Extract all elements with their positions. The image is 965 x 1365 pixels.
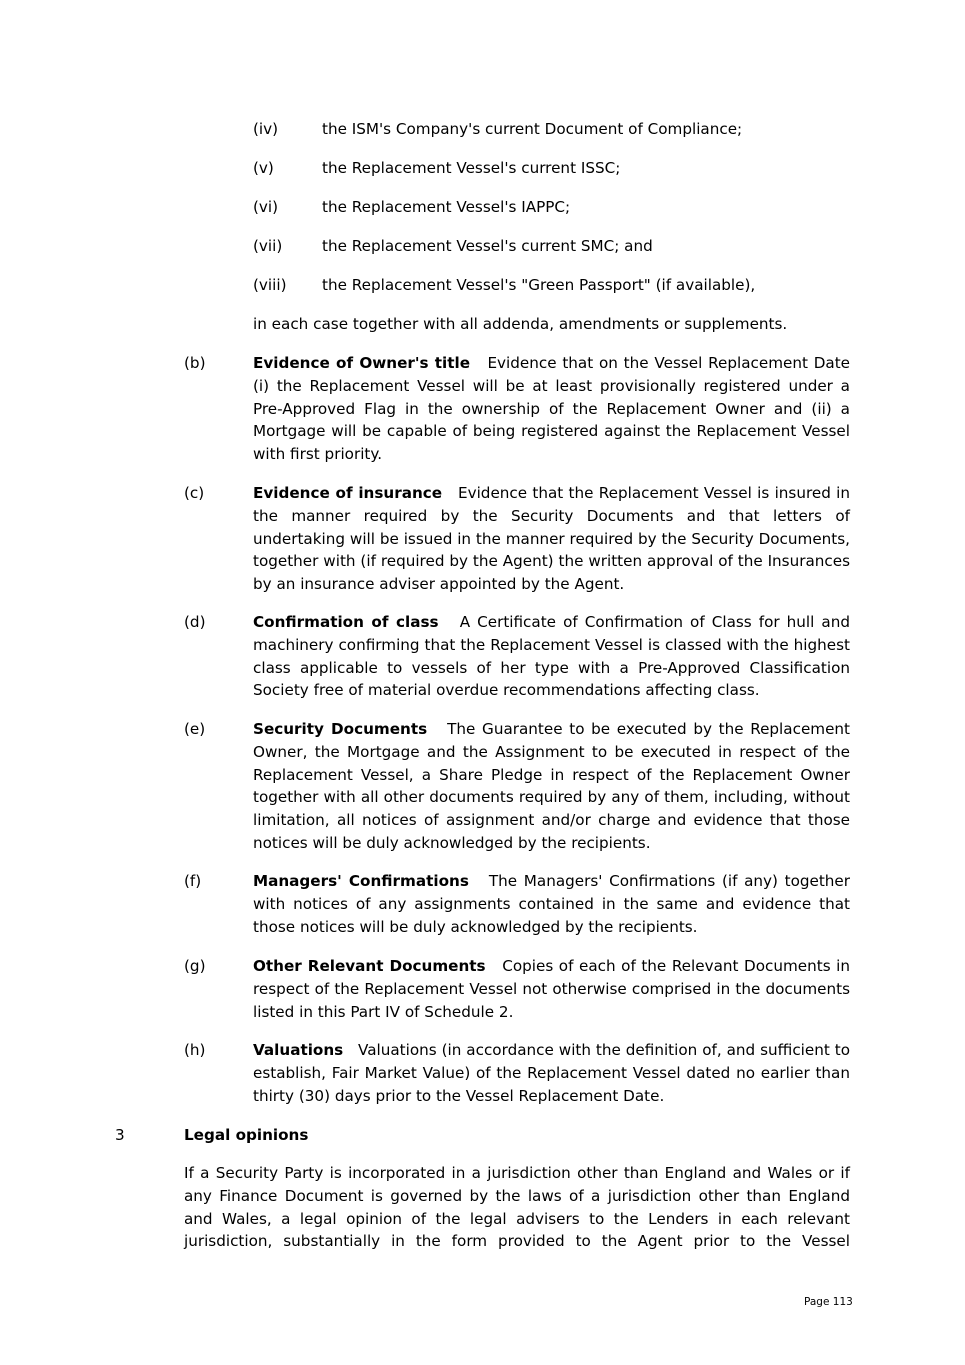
clause-text: Copies of each of the Relevant Documents in respect of the Replacement Vessel not otherwise comprised in the documents listed in this Part IV of Schedule 2. [253,957,850,1021]
sub-item-number: (vi) [253,198,279,216]
sub-item-number: (vii) [253,237,283,255]
clause-number: (h) [184,1041,206,1059]
clause-number: (d) [184,613,206,631]
sub-item-number: (iv) [253,120,279,138]
clause-body [253,352,850,466]
clause-heading: Confirmation of class [253,613,439,631]
sub-item-text: the ISM's Company's current Document of Compliance; [322,120,743,138]
clause-heading: Other Relevant Documents [253,957,486,975]
clause-number: (e) [184,720,206,738]
sub-item-number: (v) [253,159,274,177]
clause-text: Evidence that the Replacement Vessel is insured in the manner required by the Security Documents and that letters of undertaking will be issued in the manner required by the Security Documents, together with (if required by the Agent) the written approval of the Insurances by an insurance adviser appointed by the Agent. [253,484,851,594]
clause-body [253,611,850,702]
clause-text: The Managers' Confirmations (if any) together with notices of any assignments contained in the same and evidence that those notices will be duly acknowledged by the recipients. [253,872,851,936]
section-heading: Legal opinions [184,1126,309,1144]
closing-line: in each case together with all addenda, amendments or supplements. [253,315,788,333]
clause-number: (f) [184,872,202,890]
clause-heading: Security Documents [253,720,428,738]
clause-number: (g) [184,957,206,975]
clause-body [253,1039,850,1107]
sub-item-number: (viii) [253,276,287,294]
clause-text: Evidence that on the Vessel Replacement Date (i) the Replacement Vessel will be at least provisionally registered under a Pre-Approved Flag in the ownership of the Replacement Owner and (ii) a Mortgage will be capable of being registered against the Replacement Vessel with first priority. [253,354,851,464]
clause-text: The Guarantee to be executed by the Replacement Owner, the Mortgage and the Assignment to be executed in respect of the Replacement Vessel, a Share Pledge in respect of the Replacement Owner together with all other documents required by any of them, including, without limitation, all notices of assignment and/or charge and evidence that those notices will be duly acknowledged by the recipients. [253,720,851,852]
sub-item-text: the Replacement Vessel's "Green Passport" (if available), [322,276,756,294]
clause-body [253,955,850,1023]
clause-body [253,718,850,855]
sub-item-text: the Replacement Vessel's current SMC; and [322,237,653,255]
clause-heading: Managers' Confirmations [253,872,469,890]
clause-text: A Certificate of Confirmation of Class for hull and machinery confirming that the Replacement Vessel is classed with the highest class applicable to vessels of her type with a Pre-Approved Classification Society free of material overdue recommendations affecting class. [253,613,850,700]
clause-number: (b) [184,354,206,372]
clause-text: Valuations (in accordance with the definition of, and sufficient to establish, Fair Market Value) of the Replacement Vessel dated no earlier than thirty (30) days prior to the Vessel Replacement Date. [253,1041,850,1105]
sub-item-text: the Replacement Vessel's IAPPC; [322,198,571,216]
clause-body [253,870,850,938]
clause-number: (c) [184,484,205,502]
sub-item-text: the Replacement Vessel's current ISSC; [322,159,621,177]
clause-heading: Evidence of insurance [253,484,443,502]
clause-heading: Valuations [253,1041,344,1059]
section-number: 3 [115,1126,125,1144]
section-text: If a Security Party is incorporated in a jurisdiction other than England and Wales or if any Finance Document is governed by the laws of a jurisdiction other than England and Wales, a legal opinion of the legal advisers to the Lenders in each relevant jurisdiction, substantially in the form provided to the Agent prior to the Vessel [184,1164,850,1251]
clause-body [253,482,850,596]
page-number: Page 113 [804,1296,853,1308]
clause-heading: Evidence of Owner's title [253,354,471,372]
